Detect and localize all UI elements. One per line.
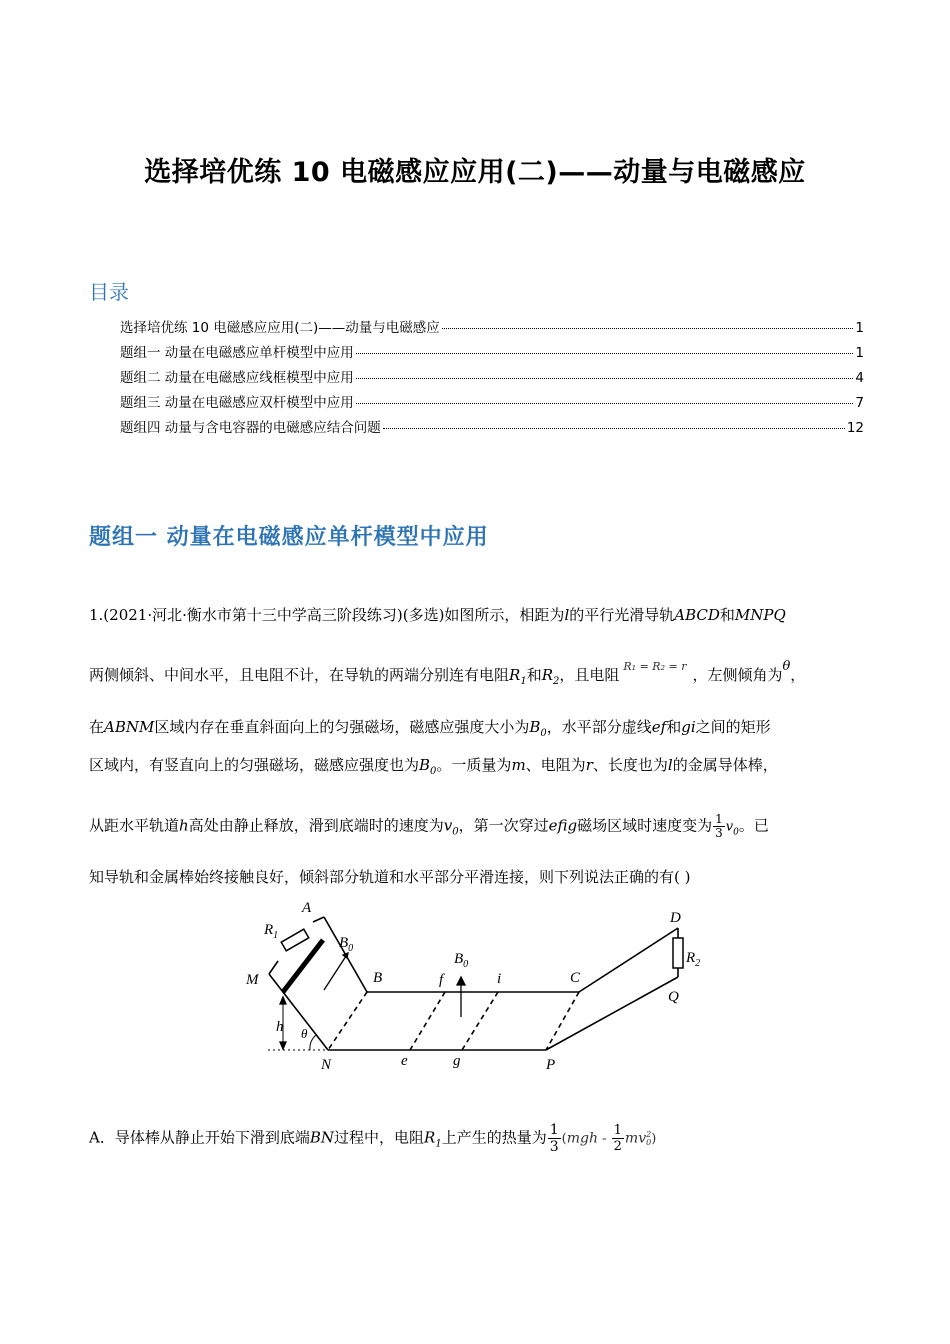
label-theta: θ xyxy=(301,1026,308,1041)
subscript: 1 xyxy=(520,676,527,687)
subscript: 0 xyxy=(540,728,547,739)
text-run: 两侧倾斜、中间水平，且电阻不计，在导轨的两端分别连有电阻 xyxy=(89,666,510,684)
fraction-denominator: 3 xyxy=(715,826,723,840)
rail-cd xyxy=(579,928,678,992)
label-r2-sub: 2 xyxy=(695,958,701,969)
subscript: 0 xyxy=(430,766,437,777)
label-b0-horizontal xyxy=(454,951,468,970)
text-run: A．导体棒从静止开始下滑到底端 xyxy=(89,1128,310,1147)
subscript: 1 xyxy=(435,1138,442,1150)
toc-item[interactable] xyxy=(120,341,864,366)
question-line-5 xyxy=(89,813,869,844)
text-run: 1.(2021·河北·衡水市第十三中学高三阶段练习)(多选)如图所示，相距为 xyxy=(89,606,565,624)
label-g: g xyxy=(453,1053,461,1069)
subscript: 0 xyxy=(733,827,739,838)
fraction-denominator: 3 xyxy=(549,1139,559,1155)
toc-item-label: 题组四 动量与含电容器的电磁感应结合问题 xyxy=(120,420,381,436)
label-n: N xyxy=(321,1057,332,1073)
label-m: M xyxy=(246,972,259,988)
label-a: A xyxy=(302,900,312,916)
label-c: C xyxy=(570,970,581,986)
dashed-ef xyxy=(410,992,445,1050)
var-l: l xyxy=(667,756,673,774)
text-run: ， xyxy=(790,666,806,684)
subscript: 0 xyxy=(646,1137,652,1147)
toc-item-label: 选择培优练 10 电磁感应应用(二)——动量与电磁感应 xyxy=(120,320,440,336)
label-d: D xyxy=(670,910,681,926)
label-abcd: ABCD xyxy=(674,606,720,624)
rail-diagram xyxy=(240,895,710,1075)
label-mnpq: MNPQ xyxy=(734,606,786,624)
var-r2: R xyxy=(541,666,553,684)
label-f: f xyxy=(439,972,444,988)
resistance-formula: R₁ = R₂ = r xyxy=(623,660,687,673)
text-run: ，且电阻 xyxy=(559,666,620,684)
label-i: i xyxy=(497,971,502,987)
var-v0: v xyxy=(443,816,453,835)
subscript: 2 xyxy=(553,676,560,687)
text-run: 过程中，电阻 xyxy=(334,1128,425,1147)
text-run: 和 xyxy=(719,606,735,624)
label-e: e xyxy=(401,1053,408,1069)
resistor-r1 xyxy=(281,929,309,951)
text-run: 。一质量为 xyxy=(436,756,512,774)
var-b0: B xyxy=(529,718,541,736)
text-run: 区域内，有竖直向上的匀强磁场，磁感应强度也为 xyxy=(89,756,420,774)
wire-a-r1 xyxy=(313,917,324,922)
fraction-numerator: 1 xyxy=(549,1122,559,1138)
resistor-r2 xyxy=(673,938,683,968)
label-abnm: ABNM xyxy=(104,718,155,736)
text-run: 的金属导体棒， xyxy=(672,756,778,774)
text-run: 高处由静止释放，滑到底端时的速度为 xyxy=(188,816,444,835)
label-r2-main: R xyxy=(686,950,696,966)
toc-item-label: 题组二 动量在电磁感应线框模型中应用 xyxy=(120,370,354,386)
question-line-2 xyxy=(89,659,869,693)
label-r1-main: R xyxy=(264,922,274,938)
var-r1: R xyxy=(424,1128,436,1147)
toc-heading: 目录 xyxy=(89,280,129,304)
var-v: v xyxy=(725,819,734,835)
var-mgh: mgh xyxy=(566,1130,598,1147)
arrowhead xyxy=(280,997,286,1004)
text-run: 磁场区域时速度变为 xyxy=(577,816,713,835)
text-run: ，水平部分虚线 xyxy=(546,718,652,736)
text-run: 在 xyxy=(89,718,105,736)
var-m: m xyxy=(511,756,526,774)
toc-item-page: 12 xyxy=(846,420,864,436)
toc-dot-leader xyxy=(383,428,845,429)
var-r: r xyxy=(585,756,593,774)
field-arrow-incline xyxy=(324,953,348,990)
toc-dot-leader xyxy=(356,378,854,379)
label-r2 xyxy=(685,950,700,969)
text-run: 上产生的热量为 xyxy=(441,1128,547,1147)
var-l: l xyxy=(564,606,570,624)
question-line-1 xyxy=(89,604,869,626)
label-ef: ef xyxy=(651,718,667,736)
fraction-one-third xyxy=(548,1122,561,1155)
toc-item[interactable] xyxy=(120,416,864,441)
label-b0-main: B xyxy=(339,935,349,951)
angle-arc xyxy=(310,1035,316,1050)
rail-pq xyxy=(546,977,678,1050)
label-b0-sub: 0 xyxy=(463,959,469,970)
section-heading: 题组一 动量在电磁感应单杆模型中应用 xyxy=(89,525,489,550)
text-run: ，左侧倾角为 xyxy=(692,666,783,684)
question-line-3 xyxy=(89,716,869,745)
toc-dot-leader xyxy=(442,328,854,329)
label-b0-sub: 0 xyxy=(348,943,354,954)
label-efig: efig xyxy=(548,816,578,835)
paren-close: ) xyxy=(651,1131,657,1147)
table-of-contents xyxy=(120,316,864,441)
toc-item[interactable] xyxy=(120,391,864,416)
toc-dot-leader xyxy=(356,403,854,404)
text-run: 和 xyxy=(666,718,682,736)
dashed-bn xyxy=(328,992,367,1050)
fraction-numerator: 1 xyxy=(613,1123,622,1138)
text-run: 。已 xyxy=(738,816,769,835)
label-p: P xyxy=(546,1057,556,1073)
var-theta: θ xyxy=(782,659,791,674)
fraction-one-third xyxy=(713,813,725,840)
toc-dot-leader xyxy=(356,353,854,354)
toc-item-page: 1 xyxy=(855,345,864,361)
toc-item-label: 题组三 动量在电磁感应双杆模型中应用 xyxy=(120,395,354,411)
label-r1-sub: 1 xyxy=(273,930,279,941)
text-run: ，第一次穿过 xyxy=(458,816,549,835)
fraction-one-half xyxy=(612,1123,624,1154)
dashed-gi xyxy=(462,992,498,1050)
text-run: 区域内存在垂直斜面向上的匀强磁场，磁感应强度大小为 xyxy=(154,718,530,736)
label-bn: BN xyxy=(309,1128,334,1147)
label-b0-incline xyxy=(339,935,353,954)
toc-item[interactable] xyxy=(120,366,864,391)
var-h: h xyxy=(179,816,189,835)
text-run: 的平行光滑导轨 xyxy=(569,606,675,624)
label-q: Q xyxy=(668,989,679,1005)
text-run: 、长度也为 xyxy=(592,756,668,774)
rail-mn xyxy=(269,974,328,1050)
toc-item-page: 1 xyxy=(855,320,864,336)
subscript: 0 xyxy=(452,826,459,838)
toc-item-page: 7 xyxy=(855,395,864,411)
text-run: 之间的矩形 xyxy=(695,718,771,736)
arrowhead xyxy=(280,1042,286,1049)
toc-item-page: 4 xyxy=(855,370,864,386)
label-gi: gi xyxy=(681,718,696,736)
option-a[interactable] xyxy=(89,1122,869,1156)
arrowhead xyxy=(457,977,465,985)
toc-item[interactable] xyxy=(120,316,864,341)
toc-item-label: 题组一 动量在电磁感应单杆模型中应用 xyxy=(120,345,354,361)
var-r1: R xyxy=(509,666,521,684)
minus-sign: - xyxy=(597,1131,611,1147)
text-run: 、电阻为 xyxy=(525,756,586,774)
text-run: 从距水平轨道 xyxy=(89,816,180,835)
superscript: 2 xyxy=(646,1129,652,1139)
var-b0: B xyxy=(419,756,431,774)
var-mv: mv xyxy=(624,1130,647,1147)
label-b: B xyxy=(373,970,383,986)
question-line-6: 知导轨和金属棒始终接触良好，倾斜部分轨道和水平部分平滑连接，则下列说法正确的有( ) xyxy=(89,868,691,886)
page-title: 选择培优练 10 电磁感应应用(二)——动量与电磁感应 xyxy=(144,157,806,188)
text-run: 和 xyxy=(526,666,542,684)
wire-m-r1 xyxy=(269,961,278,974)
paren-open: ( xyxy=(561,1131,567,1147)
fraction-numerator: 1 xyxy=(715,812,723,826)
label-h: h xyxy=(276,1019,284,1035)
label-b0-main: B xyxy=(454,951,464,967)
fraction-denominator: 2 xyxy=(613,1139,622,1154)
question-line-4 xyxy=(89,754,869,783)
label-r1 xyxy=(263,922,278,941)
